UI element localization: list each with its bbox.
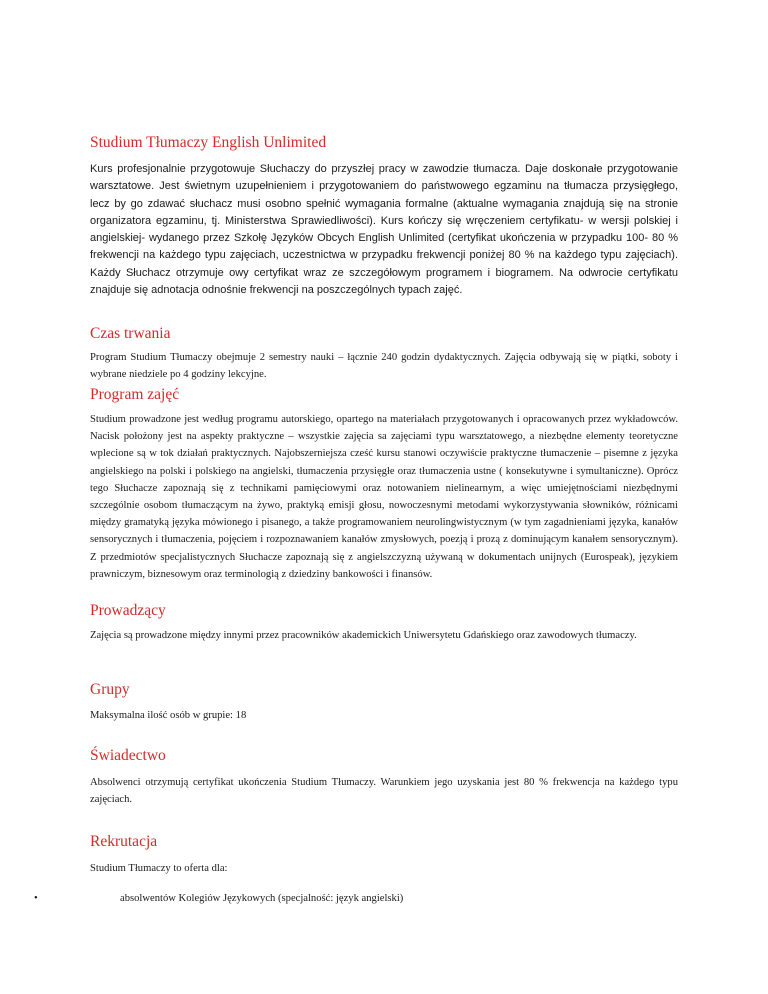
section-title: Rekrutacja xyxy=(90,833,158,850)
section-program xyxy=(90,385,678,583)
section-title: Czas trwania xyxy=(90,325,171,342)
section-duration xyxy=(90,324,678,383)
section-teachers xyxy=(90,601,678,644)
section-recruitment xyxy=(90,832,678,877)
section-body: Program Studium Tłumaczy obejmuje 2 semestry nauki – łącznie 240 godzin dydaktycznych. Zajęcia odbywają się w piątki, soboty i wybrane niedziele po 4 godziny lekcyjne. xyxy=(90,352,678,381)
section-title: Studium Tłumaczy English Unlimited xyxy=(90,134,327,151)
bullet-icon: • xyxy=(34,893,38,904)
section-title: Świadectwo xyxy=(90,747,166,764)
section-body: Studium prowadzone jest według programu autorskiego, opartego na materiałach przygotowanych i opracowanych przez wykładowców. Nacisk położony jest na aspekty praktyczne – wszystkie zajęcia sa zajęciami typu warsztatowego, a niezbędne elementy teoretyczne wplecione są w tok działań praktycznych. Najobszerniejsza cześć kursu stanowi oczywiście praktyczne tłumaczenie – pisemne z języka angielskiego na polski i polskiego na angielski, tłumaczenia przysięgłe oraz tłumaczenia ustne ( konsekutywne i symultaniczne). Oprócz tego Słuchacze zapoznają się z technikami pamięciowymi oraz notowaniem nielinearnym, a więc umiejętnościami niezbędnymi szczególnie osobom tłumaczącym na żywo, praktyką emisji głosu, nowoczesnymi metodami wykorzystywania słowników, różnicami między gramatyką języka mówionego i pisanego, a także programowaniem neurolingwistycznym (w tym zagadnieniami języka, kanałów sensorycznych i tłumaczenia, pojęciem i rozpoznawaniem kanałów zmysłowych, poezją i prozą z dominującym kanałem sensorycznym). Z przedmiotów specjalistycznych Słuchacze zapoznają się z angielszczyzną używaną w dokumentach unijnych (Eurospeak), językiem prawniczym, biznesowym oraz terminologią z dziedziny bankowości i finansów. xyxy=(90,414,678,580)
section-title: Program zajęć xyxy=(90,386,180,403)
list-item-text: absolwentów Kolegiów Językowych (specjalność: język angielski) xyxy=(120,893,404,904)
section-body: Kurs profesjonalnie przygotowuje Słuchaczy do przyszłej pracy w zawodzie tłumacza. Daje doskonałe przygotowanie warsztatowe. Jest świetnym uzupełnieniem i przygotowaniem do państwowego egzaminu na tłumacza przysięgłego, lecz by go zdawać słuchacz musi osobno spełnić wymagania formalne (aktualne wymagania znajdują się na stronie organizatora egzaminu, tj. Ministerstwa Sprawiedliwości). Kurs kończy się wręczeniem certyfikatu- w wersji polskiej i angielskiej- wydanego przez Szkołę Języków Obcych English Unlimited (certyfikat ukończenia w przypadku 100- 80 % frekwencji na każdego typu zajęciach, uczestnictwa w przypadku frekwencji poniżej 80 % na każdego typu zajęciach). Każdy Słuchacz otrzymuje owy certyfikat wraz ze szczegółowym programem i biogramem. Na odwrocie certyfikatu znajduje się adnotacja odnośnie frekwencji na poszczególnych typach zajęć. xyxy=(90,163,678,297)
section-body: Maksymalna ilość osób w grupie: 18 xyxy=(90,710,247,721)
section-body: Absolwenci otrzymują certyfikat ukończenia Studium Tłumaczy. Warunkiem jego uzyskania jest 80 % frekwencja na każdego typu zajęciach. xyxy=(90,777,678,806)
section-title: Grupy xyxy=(90,681,130,698)
section-body: Zajęcia są prowadzone między innymi przez pracowników akademickich Uniwersytetu Gdańskiego oraz zawodowych tłumaczy. xyxy=(90,630,637,641)
section-intro xyxy=(90,133,678,299)
section-body: Studium Tłumaczy to oferta dla: xyxy=(90,863,228,874)
section-title: Prowadzący xyxy=(90,602,166,619)
section-groups xyxy=(90,680,678,724)
section-certificate xyxy=(90,746,678,808)
